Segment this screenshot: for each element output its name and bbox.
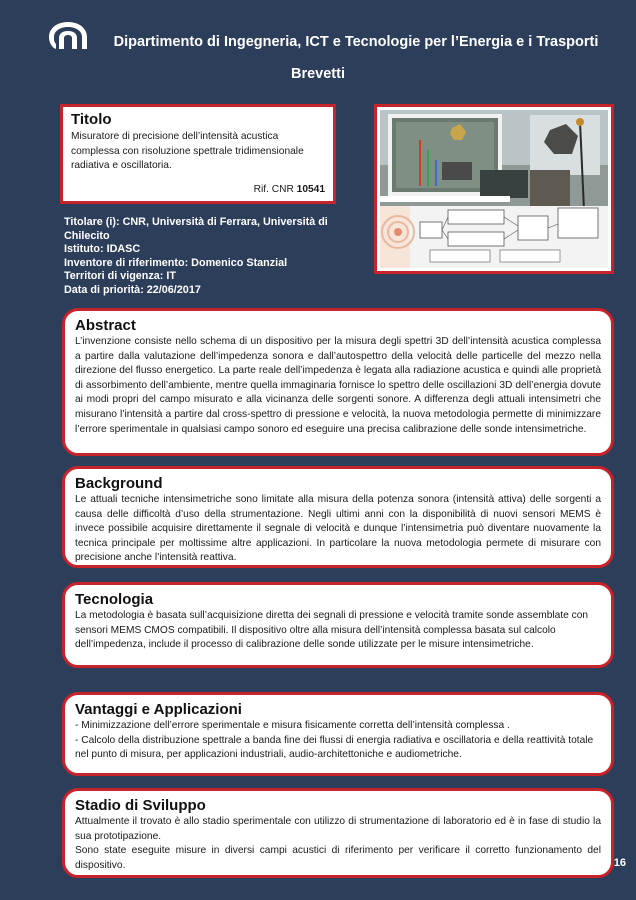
stadio-box <box>62 788 614 878</box>
territori: Territori di vigenza: IT <box>64 270 176 283</box>
patent-info <box>64 216 354 298</box>
vantaggi-heading: Vantaggi e Applicazioni <box>75 701 242 718</box>
reference-number: 10541 <box>296 184 325 195</box>
reference-prefix: Rif. CNR <box>253 184 294 195</box>
titolo-box <box>60 104 336 204</box>
cnr-logo-icon <box>46 18 90 52</box>
section-title: Brevetti <box>291 66 345 82</box>
vantaggi-item-1: - Minimizzazione dell’errore sperimentale e misura fisicamente corretta dell’intensità complessa . <box>75 720 510 731</box>
background-heading: Background <box>75 475 163 492</box>
titolo-heading: Titolo <box>71 111 112 128</box>
titolare: Titolare (i): CNR, Università di Ferrara, Università di Chilecito <box>64 216 328 242</box>
data-priorita: Data di priorità: 22/06/2017 <box>64 283 201 296</box>
vantaggi-box <box>62 692 614 776</box>
background-box <box>62 466 614 568</box>
abstract-box <box>62 308 614 456</box>
istituto: Istituto: IDASC <box>64 243 141 256</box>
background-text: Le attuali tecniche intensimetriche sono limitate alla misura della potenza sonora (intensità attiva) delle sorgenti a causa delle difficoltà d’uso della strumentazione. Negli ultimi anni con la disponibilità di nuovi sensori MEMS è invece possibile acquisire direttamente il segnale di velocità e dunque l’intensimetria può diventare nuovamente la tecnica principale per moltissime altre applicazioni. In particolare la nuova metodologia permete di misurare con precisione anche l’intensità reattiva. <box>75 494 601 564</box>
page-number: 16 <box>613 857 626 869</box>
patent-photo <box>374 104 614 274</box>
abstract-text: L’invenzione consiste nello schema di un dispositivo per la misura degli spettri 3D dell’intensità acustica complessa a partire dalla valutazione dell’impedenza sonora e dall’autospettro della velocità delle particelle del mezzo nella direzione del flusso energetico. La parte reale dell’impedenza è legata alla radiazione acustica e quindi alle proprietà di assorbimento dell’ambiente, mentre quella immaginaria fornisce lo spettro delle oscillazioni 3D dell’energia dovute ai modi propri del campo misurato e alla vicinanza delle sorgenti sonore. A differenza degli attuali intensimetri che misurano l’intensità a partire dal cross-spettro di pressione e velocità, la nuova metodologia permette di minimizzare l’errore sperimentale in qualsiasi campo sonoro ed eseguire una precisa calibrazione delle sonde intensimetriche. <box>75 336 601 435</box>
stadio-para-1: Attualmente il trovato è allo stadio sperimentale con utilizzo di strumentazione di laboratorio ed è in fase di studio la sua prototipazione. <box>75 816 601 842</box>
department-title: Dipartimento di Ingegneria, ICT e Tecnologie per l’Energia e i Trasporti <box>113 34 599 50</box>
inventore: Inventore di riferimento: Domenico Stanzial <box>64 256 288 269</box>
abstract-heading: Abstract <box>75 317 136 334</box>
tecnologia-box <box>62 582 614 668</box>
stadio-heading: Stadio di Sviluppo <box>75 797 206 814</box>
reference <box>254 184 325 195</box>
titolo-text: Misuratore di precisione dell’intensità acustica complessa con risoluzione spettrale tridimensionale radiativa e oscillatoria. <box>71 131 304 172</box>
tecnologia-text: La metodologia è basata sull’acquisizione diretta dei segnali di pressione e velocità tramite sonde assemblate con sensori MEMS CMOS compatibili. Il dispositivo oltre alla misura dell’intensità complessa basata sul calcolo dell’impedenza, include il processo di calibrazione delle sonde utilizzate per le misure intensimetriche. <box>75 610 589 651</box>
stadio-para-2: Sono state eseguite misure in diversi campi acustici di riferimento per verificare il corretto funzionamento del dispositivo. <box>75 845 601 871</box>
tecnologia-heading: Tecnologia <box>75 591 154 608</box>
vantaggi-item-2: - Calcolo della distribuzione spettrale a banda fine dei flussi di energia radiativa e oscillatoria e della reattività totale nel punto di misura, per applicazioni industriali, audio-architettoniche e audiometriche. <box>75 734 594 761</box>
lab-photo-image <box>380 110 608 268</box>
